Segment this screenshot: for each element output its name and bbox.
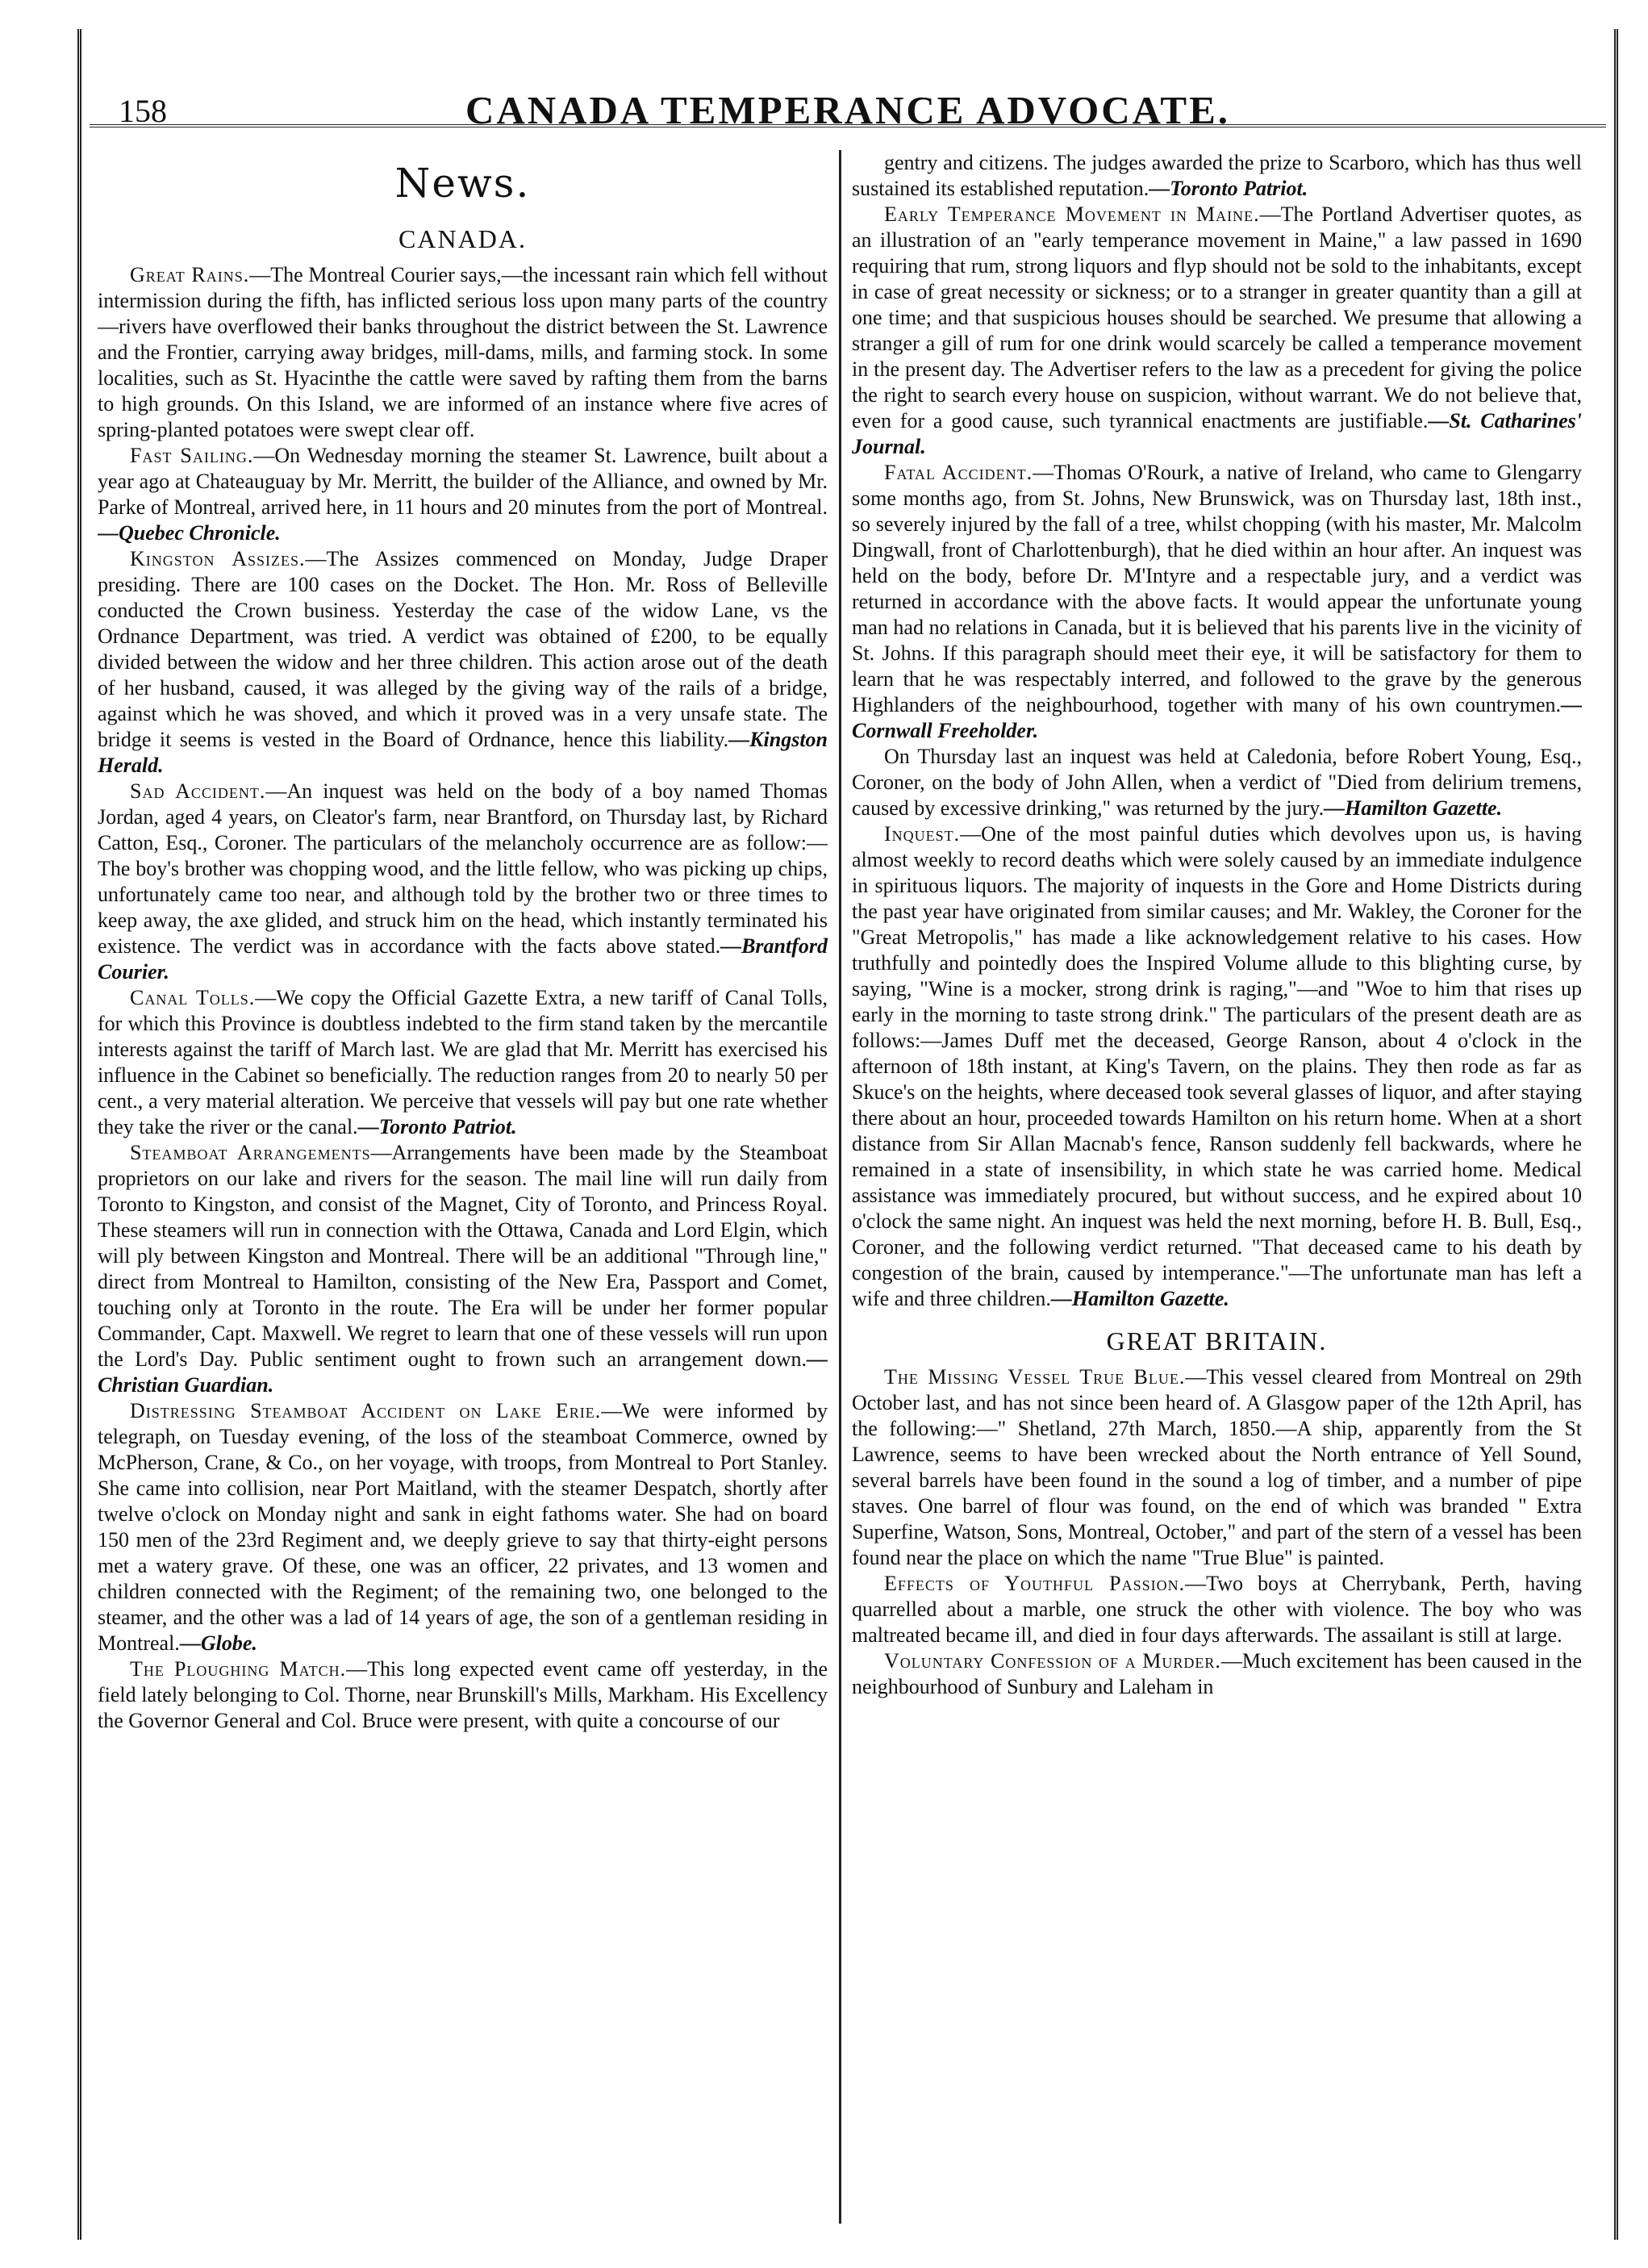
article-lead: Inquest.	[884, 822, 961, 846]
article-body: —One of the most painful duties which devolves upon us, is having almost weekly to record deaths which were solely caused by an immediate indulgence in spirituous liquors. The majority of inquests in the Gore and Home Districts during the past year have originated from similar causes; and Mr. Wakley, the Coroner for the "Great Metropolis," has made a like acknowledgement relative to his cases. How truthfully and pointedly does the Inspired Volume allude to this blighting curse, by saying, "Wine is a mocker, strong drink is raging,"—and "Woe to him that rises up early in the morning to taste strong drink." The particulars of the present death are as follows:—James Duff met the deceased, George Ranson, about 4 o'clock in the afternoon of 18th instant, at King's Tavern, on the plains. They then rode as far as Skuce's on the heights, where deceased took several glasses of liquor, and after staying there about an hour, proceeded towards Hamilton on his return home. When at a short distance from Sir Allan Macnab's fence, Ranson suddenly fell backwards, where he remained in a state of insensibility, in which state he was carried home. Medical assistance was immediately procured, but without success, and he expired about 10 o'clock the same night. An inquest was held the next morning, before H. B. Bull, Esq., Coroner, and the following verdict returned. "That deceased came to his death by congestion of the brain, caused by intemperance."—The unfortunate man has left a wife and three children.	[852, 822, 1582, 1310]
article-paragraph	[98, 985, 828, 1140]
article-body: —Two boys at Cherrybank, Perth, having quarrelled about a marble, one struck the other with violence. The boy who was maltreated became ill, and died in four days afterwards. The assailant is still at large.	[852, 1572, 1582, 1647]
article-body: —An inquest was held on the body of a boy named Thomas Jordan, aged 4 years, on Cleator's farm, near Brantford, on Thursday last, by Richard Catton, Esq., Coroner. The particulars of the melancholy occurrence are as follow:—The boy's brother was chopping wood, and the little fellow, who was picking up chips, unfortunately came too near, and although told by the brother two or three times to keep away, the axe glided, and struck him on the head, which instantly terminated his existence. The verdict was in accordance with the facts above stated.	[98, 779, 828, 958]
article-lead: Voluntary Confession of a Murder.	[884, 1649, 1221, 1673]
article-paragraph	[852, 150, 1582, 202]
subsection-heading-great-britain: GREAT BRITAIN.	[1106, 1326, 1328, 1355]
article-lead: The Ploughing Match.	[130, 1657, 347, 1681]
article-body: —The Assizes commenced on Monday, Judge Draper presiding. There are 100 cases on the Docket. The Hon. Mr. Ross of Belleville conducted the Crown business. Yesterday the case of the widow Lane, vs the Ordnance Department, was tried. A verdict was obtained of £200, to be equally divided between the widow and her three children. This action arose out of the death of her husband, caused, it was alleged by the giving way of the rails of a bridge, against which he was shoved, and which it proved was in a very unsafe state. The bridge it seems is vested in the Board of Ordnance, hence this liability.	[98, 547, 828, 751]
article-paragraph	[98, 262, 828, 443]
article-lead: Fast Sailing.	[130, 444, 254, 467]
page-number: 158	[119, 93, 167, 129]
article-source: —Globe.	[179, 1631, 257, 1655]
column-divider	[839, 150, 841, 2224]
subsection-heading-canada: CANADA.	[398, 224, 527, 253]
article-lead: Effects of Youthful Passion.	[884, 1572, 1186, 1595]
section-title: News.	[394, 160, 531, 207]
article-source: —Toronto Patriot.	[357, 1115, 517, 1138]
article-body: On Thursday last an inquest was held at Caledonia, before Robert Young, Esq., Coroner, on the body of John Allen, when a verdict of "Died from delirium tremens, caused by excessive drinking," was returned by the jury.	[852, 745, 1582, 820]
article-paragraph	[852, 744, 1582, 821]
article-body: —Arrangements have been made by the Steamboat proprietors on our lake and rivers for the season. The mail line will run daily from Toronto to Kingston, and consist of the Magnet, City of Toronto, and Princess Royal. These steamers will run in connection with the Ottawa, Canada and Lord Elgin, which will ply between Kingston and Montreal. There will be an additional "Through line," direct from Montreal to Hamilton, consisting of the New Era, Passport and Comet, touching only at Toronto in the route. The Era will be under her former popular Commander, Capt. Maxwell. We regret to learn that one of these vessels will run upon the Lord's Day. Public sentiment ought to frown such an arrangement down.	[98, 1141, 828, 1371]
article-paragraph	[852, 821, 1582, 1312]
article-lead: Kingston Assizes.	[130, 547, 306, 570]
article-body: —The Montreal Courier says,—the incessant rain which fell without intermission during the fifth, has inflicted serious loss upon many parts of the country—rivers have overflowed their banks throughout the district between the St. Lawrence and the Frontier, carrying away bridges, mill-dams, mills, and farming stock. In some localities, such as St. Hyacinthe the cattle were saved by rafting them from the barns to high grounds. On this Island, we are informed of an instance where five acres of spring-planted potatoes were swept clear off.	[98, 263, 828, 441]
article-lead: Sad Accident.	[130, 779, 266, 803]
article-source: —Kingston Herald.	[98, 728, 828, 777]
article-lead: Fatal Accident.	[884, 461, 1033, 484]
article-paragraph	[98, 779, 828, 985]
article-paragraph	[98, 1398, 828, 1656]
article-lead: The Missing Vessel True Blue.	[884, 1365, 1186, 1389]
article-body: —We were informed by telegraph, on Tuesday evening, of the loss of the steamboat Commerce, owned by McPherson, Crane, & Co., on her voyage, with troops, from Montreal to Port Stanley. She came into collision, near Port Maitland, with the steamer Despatch, shortly after twelve o'clock on Monday night and sank in eight fathoms water. She had on board 150 men of the 23rd Regiment and, we deeply grieve to say that thirty-eight persons met a watery grave. Of these, one was an officer, 22 privates, and 13 women and children connected with the Regiment; of the remaining two, one belonged to the steamer, and the other was a lad of 14 years of age, the son of a gentleman residing in Montreal.	[98, 1399, 828, 1655]
page-header	[81, 61, 1614, 150]
article-paragraph	[98, 546, 828, 779]
article-source: —Christian Guardian.	[98, 1347, 828, 1397]
article-source: —Brantford Courier.	[98, 934, 828, 984]
article-paragraph	[852, 1648, 1582, 1700]
article-paragraph	[852, 1364, 1582, 1571]
article-body: —Much excitement has been caused in the neighbourhood of Sunbury and Laleham in	[852, 1649, 1582, 1698]
article-paragraph	[98, 443, 828, 546]
left-column	[98, 150, 828, 2224]
newspaper-page	[77, 29, 1618, 2240]
article-source: —Quebec Chronicle.	[98, 521, 281, 545]
article-paragraph	[98, 1656, 828, 1734]
article-body: gentry and citizens. The judges awarded the prize to Scarboro, which has thus well sustained its established reputation.	[852, 151, 1582, 200]
article-body: —The Portland Advertiser quotes, as an illustration of an "early temperance movement in Maine," a law passed in 1690 requiring that rum, strong liquors and flyp should not be sold to the inhabitants, except in case of great necessity or sickness; or to a stranger in greater quantity than a gill at one time; and that suspicious houses should be searched. We presume that allowing a stranger a gill of rum for one drink would scarcely be called a temperance movement in the present day. The Advertiser refers to the law as a precedent for giving the police the right to search every house on suspicion, without warrant. We do not believe that, even for a good cause, such tyrannical enactments are justifiable.	[852, 203, 1582, 432]
article-lead: Great Rains.	[130, 263, 250, 286]
article-paragraph	[852, 460, 1582, 744]
article-source: —Toronto Patriot.	[1149, 177, 1308, 200]
article-source: —Hamilton Gazette.	[1050, 1287, 1229, 1310]
article-body: —On Wednesday morning the steamer St. Lawrence, built about a year ago at Chateauguay by Mr. Merritt, the builder of the Alliance, and owned by Mr. Parke of Montreal, arrived here, in 11 hours and 20 minutes from the port of Montreal.	[98, 444, 828, 519]
article-lead: Distressing Steamboat Accident on Lake Erie.	[130, 1399, 602, 1422]
article-body: —We copy the Official Gazette Extra, a new tariff of Canal Tolls, for which this Province is doubtless indebted to the firm stand taken by the mercantile interests against the tariff of March last. We are glad that Mr. Merritt has exercised his influence in the Cabinet so beneficially. The reduction ranges from 20 to nearly 50 per cent., a very material alteration. We perceive that vessels will pay but one rate whether they take the river or the canal.	[98, 986, 828, 1138]
article-lead: Canal Tolls.	[130, 986, 256, 1009]
right-column	[852, 150, 1582, 2224]
article-source: —Hamilton Gazette.	[1324, 796, 1503, 820]
article-body: —Thomas O'Rourk, a native of Ireland, who came to Glengarry some months ago, from St. Johns, New Brunswick, was on Thursday last, 18th inst., so severely injured by the fall of a tree, whilst chopping (with his master, Mr. Malcolm Dingwall, front of Charlottenburgh), that he died within an hour after. An inquest was held on the body, before Dr. M'Intyre and a respectable jury, and a verdict was returned in accordance with the above facts. It would appear the unfortunate young man had no relations in Canada, but it is believed that his parents live in the vicinity of St. Johns. If this paragraph should meet their eye, it will be satisfactory for them to learn that he was respectably interred, and followed to the grave by the generous Highlanders of the neighbourhood, together with many of his own countrymen.	[852, 461, 1582, 716]
article-paragraph	[98, 1140, 828, 1398]
article-paragraph	[852, 202, 1582, 460]
masthead-title: CANADA TEMPERANCE ADVOCATE.	[465, 88, 1231, 132]
article-lead: Steamboat Arrangements	[130, 1141, 371, 1164]
article-source: —Cornwall Freeholder.	[852, 693, 1582, 742]
article-body: —This long expected event came off yesterday, in the field lately belonging to Col. Thorne, near Brunskill's Mills, Markham. His Excellency the Governor General and Col. Bruce were present, with quite a concourse of our	[98, 1657, 828, 1732]
header-rule	[90, 124, 1606, 127]
article-lead: Early Temperance Movement in Maine.	[884, 203, 1260, 226]
article-paragraph	[852, 1571, 1582, 1648]
article-source: —St. Catharines' Journal.	[852, 409, 1582, 458]
article-body: —This vessel cleared from Montreal on 29th October last, and has not since been heard of. A Glasgow paper of the 12th April, has the following:—" Shetland, 27th March, 1850.—A ship, apparently from the St Lawrence, seems to have been wrecked about the North entrance of Yell Sound, several barrels have been found in the sound a log of timber, and a number of pipe staves. One barrel of flour was found, on the end of which was branded " Extra Superfine, Watson, Sons, Montreal, October," and part of the stern of a vessel has been found near the place on which the name "True Blue" is painted.	[852, 1365, 1582, 1569]
